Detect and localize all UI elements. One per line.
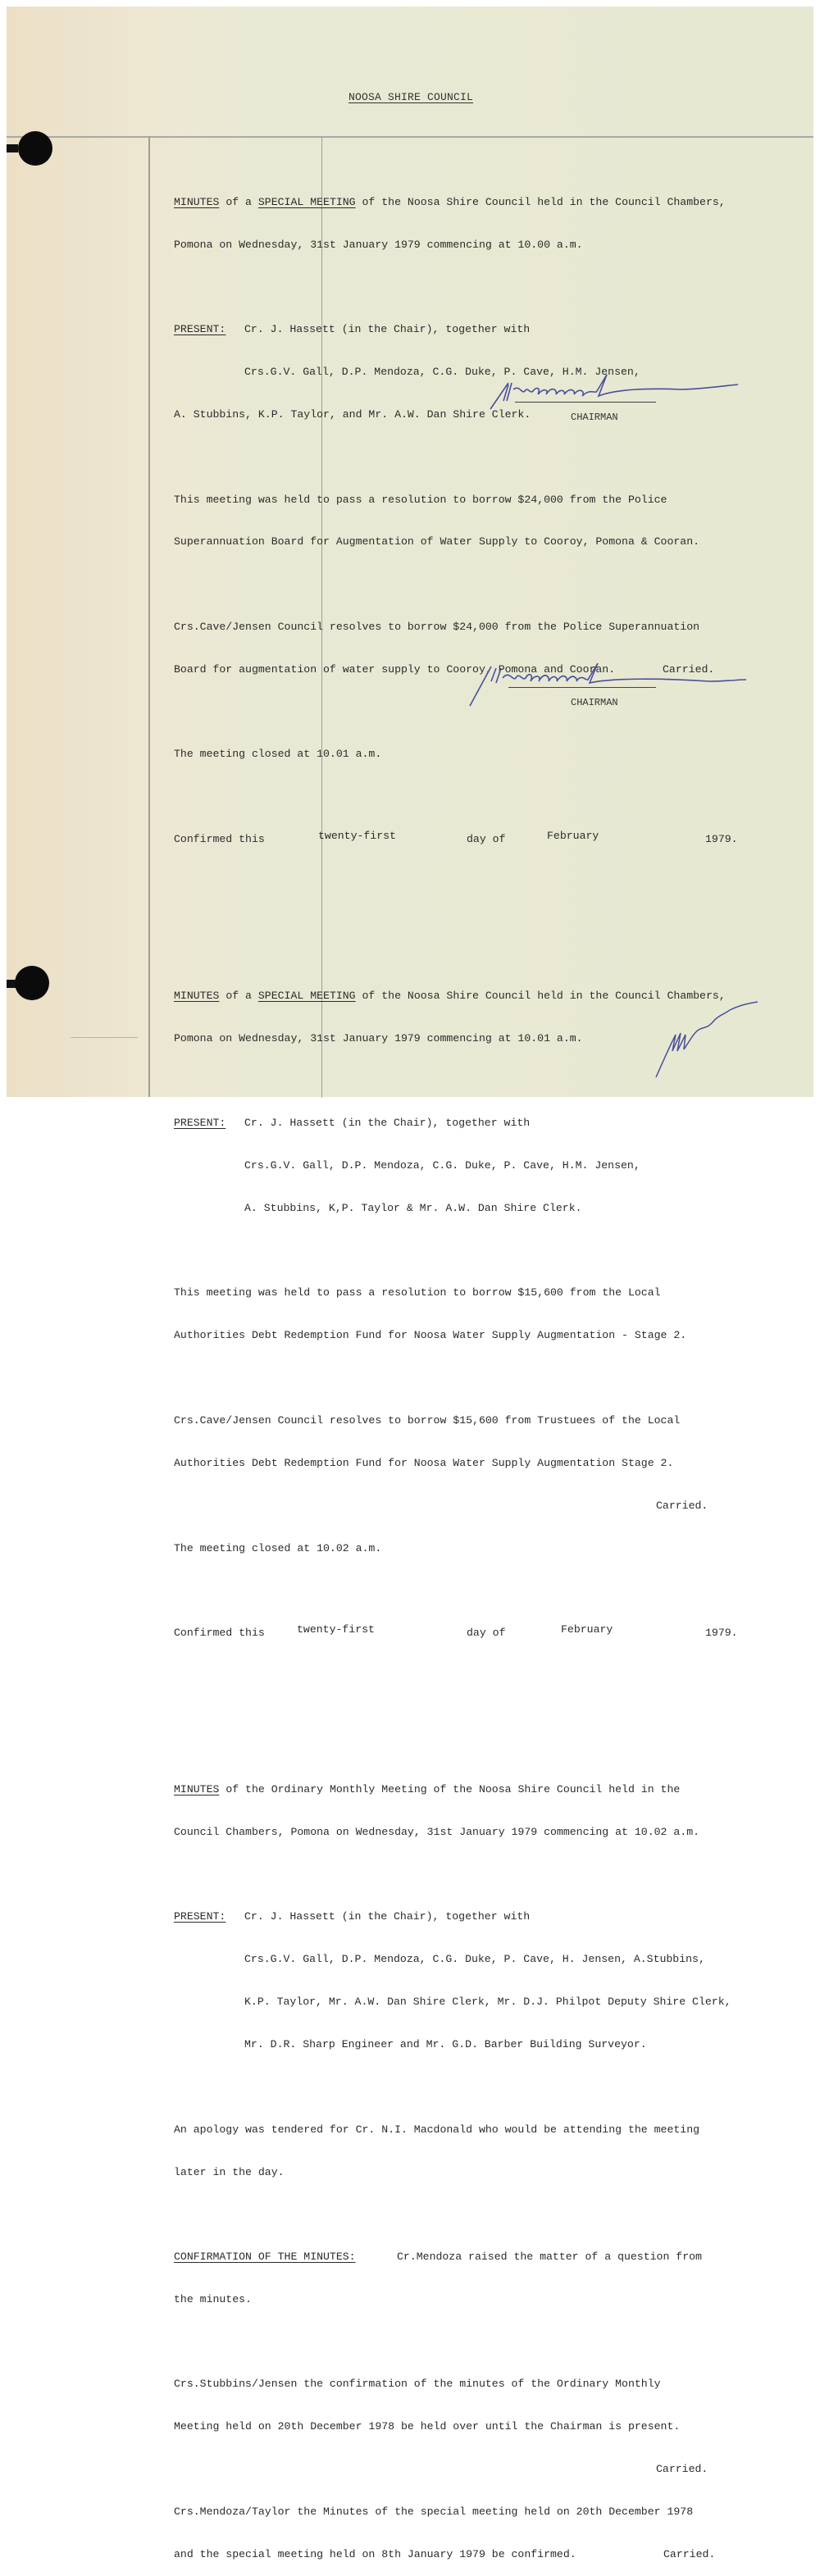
chairman-signature-icon	[484, 373, 746, 414]
present-line: K.P. Taylor, Mr. A.W. Dan Shire Clerk, Mr. D.J. Philpot Deputy Shire Clerk,	[244, 1996, 731, 2009]
day-of-label: day of	[467, 832, 506, 845]
minutes-label: MINUTES	[174, 1783, 220, 1796]
resolution-line: Crs.Cave/Jensen Council resolves to borrow $15,600 from Trustuees of the Local	[174, 1413, 681, 1427]
meeting3-date-line: Council Chambers, Pomona on Wednesday, 31st January 1979 commencing at 10.02 a.m.	[174, 1825, 700, 1838]
special-meeting-label: SPECIAL MEETING	[257, 989, 356, 1002]
meeting3-heading	[174, 1782, 764, 1796]
resolution-status: Carried.	[656, 1499, 708, 1512]
motion-line: Crs.Stubbins/Jensen the confirmation of the minutes of the Ordinary Monthly	[174, 2378, 661, 2391]
confirmed-month: February	[547, 829, 599, 842]
resolution-line: Board for augmentation of water supply to Cooroy, Pomona and Cooran.	[174, 662, 616, 676]
present-line: Crs.G.V. Gall, D.P. Mendoza, C.G. Duke, P. Cave, H.M. Jensen,	[244, 366, 640, 379]
present-line: Cr. J. Hassett (in the Chair), together with	[244, 1910, 531, 1923]
purpose-line: This meeting was held to pass a resolution to borrow $24,000 from the Police	[174, 493, 667, 506]
initials-signature-icon	[648, 994, 763, 1084]
meeting-closed: The meeting closed at 10.02 a.m.	[174, 1541, 382, 1554]
present-line: Cr. J. Hassett (in the Chair), together with	[244, 1117, 531, 1130]
apology-line: later in the day.	[174, 2165, 285, 2178]
signature-line	[515, 402, 656, 403]
resolution-status: Carried.	[663, 662, 715, 676]
confirmed-year: 1979.	[705, 832, 738, 845]
punch-hole-icon	[15, 966, 49, 1000]
heading-text: of a	[219, 989, 258, 1002]
purpose-line: This meeting was held to pass a resolution to borrow $15,600 from the Local	[174, 1286, 661, 1299]
confirmation-text: Cr.Mendoza raised the matter of a question from	[397, 2251, 702, 2263]
motion-line: and the special meeting held on 8th January 1979 be confirmed.	[174, 2547, 576, 2560]
resolution-line: Crs.Cave/Jensen Council resolves to borrow $24,000 from the Police Superannuation	[174, 620, 700, 633]
present-line: A. Stubbins, K.P. Taylor, and Mr. A.W. Dan Shire Clerk.	[174, 408, 531, 421]
meeting1-date-line: Pomona on Wednesday, 31st January 1979 commencing at 10.00 a.m.	[174, 238, 583, 251]
present-label: PRESENT:	[174, 323, 226, 336]
purpose-line: Authorities Debt Redemption Fund for Noosa Water Supply Augmentation - Stage 2.	[174, 1329, 687, 1342]
heading-text: of the Noosa Shire Council held in the Council Chambers,	[355, 989, 726, 1002]
special-meeting-label: SPECIAL MEETING	[257, 195, 356, 208]
motion-status: Carried.	[656, 2463, 708, 2476]
present-label: PRESENT:	[174, 1910, 226, 1923]
apology-line: An apology was tendered for Cr. N.I. Macdonald who would be attending the meeting	[174, 2123, 700, 2136]
minutes-body	[174, 152, 764, 2576]
confirmed-year: 1979.	[705, 1627, 738, 1640]
heading-text: of a	[219, 195, 258, 208]
confirmed-day: twenty-first	[297, 1623, 375, 1636]
present-label: PRESENT:	[174, 1117, 226, 1130]
meeting-closed: The meeting closed at 10.01 a.m.	[174, 748, 382, 761]
punch-hole-icon	[18, 131, 52, 166]
day-of-label: day of	[467, 1627, 506, 1640]
heading-text: of the Ordinary Monthly Meeting of the Noosa Shire Council held in the	[219, 1783, 681, 1796]
paper-mark	[71, 1037, 138, 1038]
margin-rule	[148, 136, 150, 1097]
minutes-label: MINUTES	[174, 195, 220, 208]
chairman-label: CHAIRMAN	[571, 697, 618, 708]
present-line: Crs.G.V. Gall, D.P. Mendoza, C.G. Duke, P. Cave, H.M. Jensen,	[244, 1159, 640, 1172]
present-line: Mr. D.R. Sharp Engineer and Mr. G.D. Barber Building Surveyor.	[244, 2038, 647, 2051]
signature-line	[508, 687, 656, 688]
present-line: Cr. J. Hassett (in the Chair), together with	[244, 323, 531, 336]
document-header: NOOSA SHIRE COUNCIL	[348, 91, 474, 103]
confirmation-text: the minutes.	[174, 2292, 252, 2305]
confirmed-month: February	[561, 1623, 613, 1636]
motion-line: Meeting held on 20th December 1978 be held over until the Chairman is present.	[174, 2420, 681, 2433]
confirmed-day: twenty-first	[318, 829, 396, 842]
meeting2-present	[174, 1116, 764, 1130]
meeting1-heading	[174, 195, 764, 209]
purpose-line: Superannuation Board for Augmentation of Water Supply to Cooroy, Pomona & Cooran.	[174, 535, 700, 548]
meeting2-confirmed	[174, 1623, 764, 1640]
confirmation-heading: CONFIRMATION OF THE MINUTES:	[174, 2251, 356, 2263]
minutes-label: MINUTES	[174, 989, 220, 1002]
meeting2-date-line: Pomona on Wednesday, 31st January 1979 commencing at 10.01 a.m.	[174, 1031, 583, 1045]
meeting1-present	[174, 322, 764, 336]
present-line: A. Stubbins, K,P. Taylor & Mr. A.W. Dan Shire Clerk.	[244, 1202, 582, 1214]
heading-text: of the Noosa Shire Council held in the Council Chambers,	[355, 195, 726, 208]
resolution-line: Authorities Debt Redemption Fund for Noosa Water Supply Augmentation Stage 2.	[174, 1456, 674, 1469]
confirmation-of-minutes	[174, 2250, 764, 2264]
confirmed-label: Confirmed this	[174, 832, 265, 845]
top-rule	[7, 136, 813, 138]
binder-tab	[7, 144, 18, 152]
motion-status: Carried.	[663, 2547, 716, 2560]
chairman-label: CHAIRMAN	[571, 412, 618, 423]
present-line: Crs.G.V. Gall, D.P. Mendoza, C.G. Duke, P. Cave, H. Jensen, A.Stubbins,	[244, 1953, 705, 1966]
confirmed-label: Confirmed this	[174, 1627, 265, 1640]
meeting1-confirmed	[174, 829, 764, 846]
motion-line: Crs.Mendoza/Taylor the Minutes of the special meeting held on 20th December 1978	[174, 2505, 694, 2519]
meeting3-present	[174, 1909, 764, 1923]
